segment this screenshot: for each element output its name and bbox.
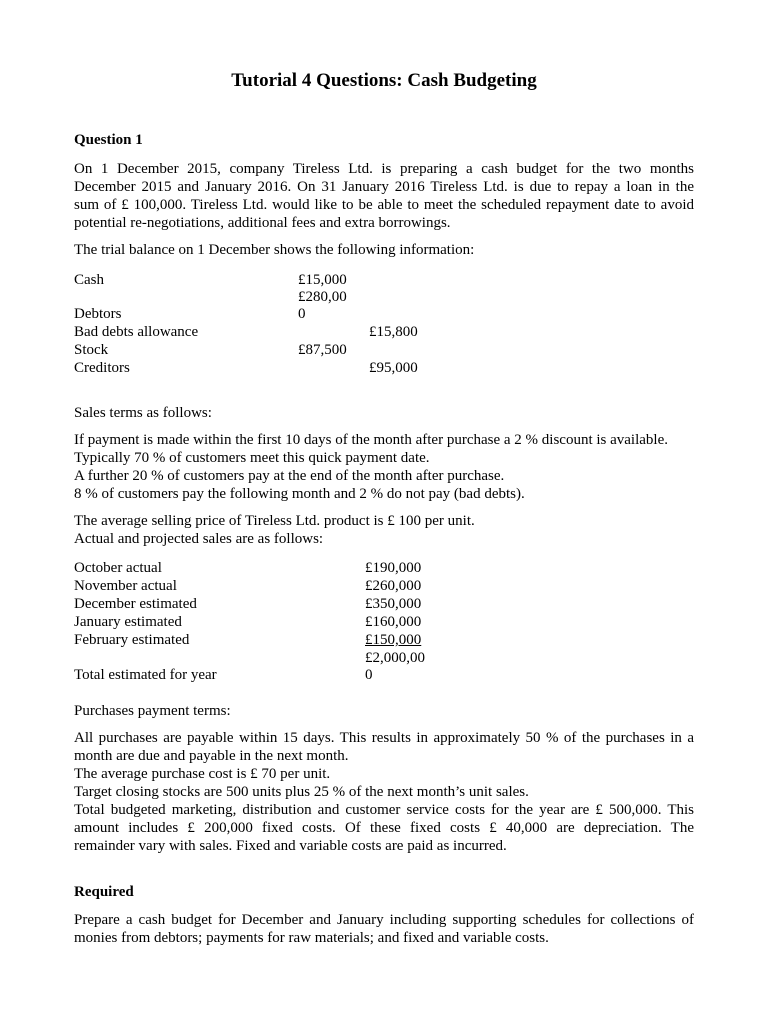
row-label: Stock <box>74 342 109 358</box>
row-label: Creditors <box>74 360 130 376</box>
purchases-line: The average purchase cost is £ 70 per unit. <box>74 766 331 782</box>
debit-value: £87,500 <box>298 342 347 358</box>
row-label: Cash <box>74 272 104 288</box>
sales-terms-line: Typically 70 % of customers meet this quick payment date. <box>74 450 430 466</box>
price-line: Actual and projected sales are as follows: <box>74 531 324 547</box>
row-label: January estimated <box>74 614 182 630</box>
sales-terms-heading-text: Sales terms as follows: <box>74 405 212 421</box>
purchases-line: All purchases are payable within 15 days. This results in approximately 50 % of the purchases in a <box>74 730 694 746</box>
required-paragraph <box>74 911 694 947</box>
purchases-line: month are due and payable in the next month. <box>74 748 349 764</box>
required-line: Prepare a cash budget for December and January including supporting schedules for collections of <box>74 912 694 928</box>
credit-value: £15,800 <box>369 324 418 340</box>
sales-value-underlined: £150,000 <box>365 632 422 648</box>
price-line: The average selling price of Tireless Ltd. product is £ 100 per unit. <box>74 513 475 529</box>
sales-value: £160,000 <box>365 614 422 630</box>
sales-terms-paragraph <box>74 431 714 503</box>
row-label: Total estimated for year <box>74 667 217 683</box>
sales-terms-line: A further 20 % of customers pay at the end of the month after purchase. <box>74 468 505 484</box>
sales-value: £2,000,00 <box>365 650 425 666</box>
required-heading: Required <box>74 884 134 900</box>
intro-line: sum of £ 100,000. Tireless Ltd. would like to be able to meet the scheduled repayment date to avoid <box>74 197 694 213</box>
sales-value: £190,000 <box>365 560 422 576</box>
row-label: Debtors <box>74 306 122 322</box>
intro-line: potential re-negotiations, additional fees and extra borrowings. <box>74 215 451 231</box>
intro-line: December 2015 and January 2016. On 31 January 2016 Tireless Ltd. is due to repay a loan in the <box>74 179 694 195</box>
debit-value: £15,000 <box>298 272 347 288</box>
trial-balance-intro-text: The trial balance on 1 December shows the following information: <box>74 242 475 258</box>
question-heading: Question 1 <box>74 132 143 148</box>
purchases-line: Target closing stocks are 500 units plus 25 % of the next month’s unit sales. <box>74 784 529 800</box>
purchases-heading-text: Purchases payment terms: <box>74 703 231 719</box>
sales-terms-line: If payment is made within the first 10 days of the month after purchase a 2 % discount is available. <box>74 432 669 448</box>
purchases-line: amount includes £ 200,000 fixed costs. Of these fixed costs £ 40,000 are depreciation. The <box>74 820 694 836</box>
intro-paragraph <box>74 160 694 232</box>
debit-value: £280,00 <box>298 289 347 305</box>
purchases-line: remainder vary with sales. Fixed and variable costs are paid as incurred. <box>74 838 507 854</box>
debit-value: 0 <box>298 306 306 322</box>
purchases-line: Total budgeted marketing, distribution and customer service costs for the year are £ 500,000. This <box>74 802 694 818</box>
sales-value: £260,000 <box>365 578 422 594</box>
page-title: Tutorial 4 Questions: Cash Budgeting <box>231 70 537 91</box>
purchases-paragraph <box>74 729 694 855</box>
price-paragraph <box>74 512 714 548</box>
sales-terms-heading <box>74 404 714 422</box>
purchases-heading <box>74 702 714 720</box>
trial-balance-intro <box>74 241 714 259</box>
row-label: Bad debts allowance <box>74 324 199 340</box>
row-label: November actual <box>74 578 177 594</box>
row-label: October actual <box>74 560 162 576</box>
sales-terms-line: 8 % of customers pay the following month and 2 % do not pay (bad debts). <box>74 486 525 502</box>
row-label: December estimated <box>74 596 197 612</box>
row-label: February estimated <box>74 632 190 648</box>
required-line: monies from debtors; payments for raw materials; and fixed and variable costs. <box>74 930 549 946</box>
sales-value: 0 <box>365 667 373 683</box>
sales-value: £350,000 <box>365 596 422 612</box>
intro-line: On 1 December 2015, company Tireless Ltd. is preparing a cash budget for the two months <box>74 161 694 177</box>
credit-value: £95,000 <box>369 360 418 376</box>
